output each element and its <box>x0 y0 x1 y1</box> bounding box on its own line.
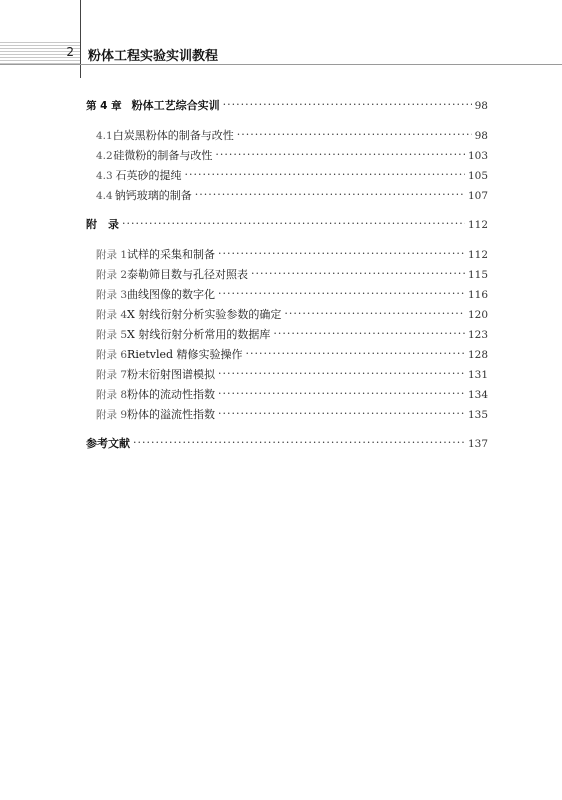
appendix-number: 附录 3 <box>96 289 128 301</box>
section-number: 4.2 <box>96 150 113 162</box>
page-ref: 123 <box>467 329 488 341</box>
page-ref: 98 <box>474 100 488 112</box>
references-title: 参考文献 <box>86 437 130 450</box>
dot-leader <box>273 327 465 341</box>
page-ref: 116 <box>467 289 488 301</box>
toc-appendix[interactable] <box>96 388 488 402</box>
dot-leader <box>218 287 465 301</box>
toc-appendix[interactable] <box>96 268 488 282</box>
dot-leader <box>133 436 465 450</box>
appendix-title: 试样的采集和制备 <box>127 248 216 261</box>
dot-leader <box>218 367 465 381</box>
section-title: 白炭黑粉体的制备与改性 <box>112 129 234 142</box>
appendix-title: 曲线图像的数字化 <box>127 288 216 301</box>
toc-appendix[interactable] <box>96 348 488 362</box>
appendix-number: 附录 1 <box>96 249 128 261</box>
dot-leader <box>195 188 465 202</box>
section-number: 4.3 <box>96 170 113 182</box>
chapter-title: 粉体工艺综合实训 <box>131 99 220 112</box>
toc-section[interactable] <box>96 129 488 143</box>
appendix-title: Rietvled 精修实验操作 <box>127 348 243 361</box>
dot-leader <box>218 387 465 401</box>
section-number: 4.1 <box>96 130 113 142</box>
running-header <box>0 0 562 78</box>
dot-leader <box>237 128 472 142</box>
toc-appendix[interactable] <box>96 368 488 382</box>
page-ref: 112 <box>467 249 488 261</box>
dot-leader <box>218 247 465 261</box>
appendix-title: 粉体的溢流性指数 <box>127 408 216 421</box>
dot-leader <box>223 98 472 112</box>
toc-chapter-4[interactable] <box>86 99 488 113</box>
page-ref: 107 <box>467 190 488 202</box>
toc-appendix[interactable] <box>96 328 488 342</box>
toc-section[interactable] <box>96 189 488 203</box>
appendix-number: 附录 4 <box>96 309 128 321</box>
page-ref: 137 <box>467 438 488 450</box>
section-title: 石英砂的提纯 <box>115 169 182 182</box>
header-horizontal-rule <box>0 64 562 65</box>
appendix-number: 附录 2 <box>96 269 128 281</box>
section-title: 钠钙玻璃的制备 <box>114 189 192 202</box>
toc-section[interactable] <box>96 149 488 163</box>
section-number: 4.4 <box>96 190 113 202</box>
dot-leader <box>251 267 465 281</box>
dot-leader <box>246 347 465 361</box>
appendix-number: 附录 6 <box>96 349 128 361</box>
page-ref: 135 <box>467 409 488 421</box>
toc-references[interactable] <box>86 437 488 451</box>
appendix-number: 附录 7 <box>96 369 128 381</box>
page-ref: 112 <box>467 219 488 231</box>
toc-appendix[interactable] <box>96 408 488 422</box>
page-ref: 98 <box>474 130 488 142</box>
dot-leader <box>184 168 464 182</box>
appendix-heading-title: 附 录 <box>86 218 119 231</box>
appendix-title: X 射线衍射分析实验参数的确定 <box>127 308 282 321</box>
appendix-title: 泰勒筛目数与孔径对照表 <box>127 268 249 281</box>
appendix-number: 附录 5 <box>96 329 128 341</box>
appendix-title: 粉体的流动性指数 <box>127 388 216 401</box>
dot-leader <box>122 217 465 231</box>
book-title: 粉体工程实验实训教程 <box>88 49 219 64</box>
dot-leader <box>218 407 465 421</box>
dot-leader <box>215 148 465 162</box>
page-ref: 131 <box>467 369 488 381</box>
page-number: 2 <box>66 45 74 59</box>
section-title: 硅微粉的制备与改性 <box>113 149 213 162</box>
chapter-number: 第 4 章 <box>86 100 122 112</box>
appendix-number: 附录 9 <box>96 409 128 421</box>
dot-leader <box>284 307 465 321</box>
page-ref: 103 <box>467 150 488 162</box>
toc-appendix-heading[interactable] <box>86 218 488 232</box>
page-ref: 115 <box>467 269 488 281</box>
header-vertical-rule <box>80 0 81 78</box>
appendix-title: X 射线衍射分析常用的数据库 <box>127 328 271 341</box>
page-ref: 120 <box>467 309 488 321</box>
appendix-title: 粉末衍射图谱模拟 <box>127 368 216 381</box>
toc-appendix[interactable] <box>96 288 488 302</box>
toc-appendix[interactable] <box>96 308 488 322</box>
toc-section[interactable] <box>96 169 488 183</box>
page-ref: 134 <box>467 389 488 401</box>
page-ref: 128 <box>467 349 488 361</box>
page-ref: 105 <box>467 170 488 182</box>
toc-appendix[interactable] <box>96 248 488 262</box>
appendix-number: 附录 8 <box>96 389 128 401</box>
